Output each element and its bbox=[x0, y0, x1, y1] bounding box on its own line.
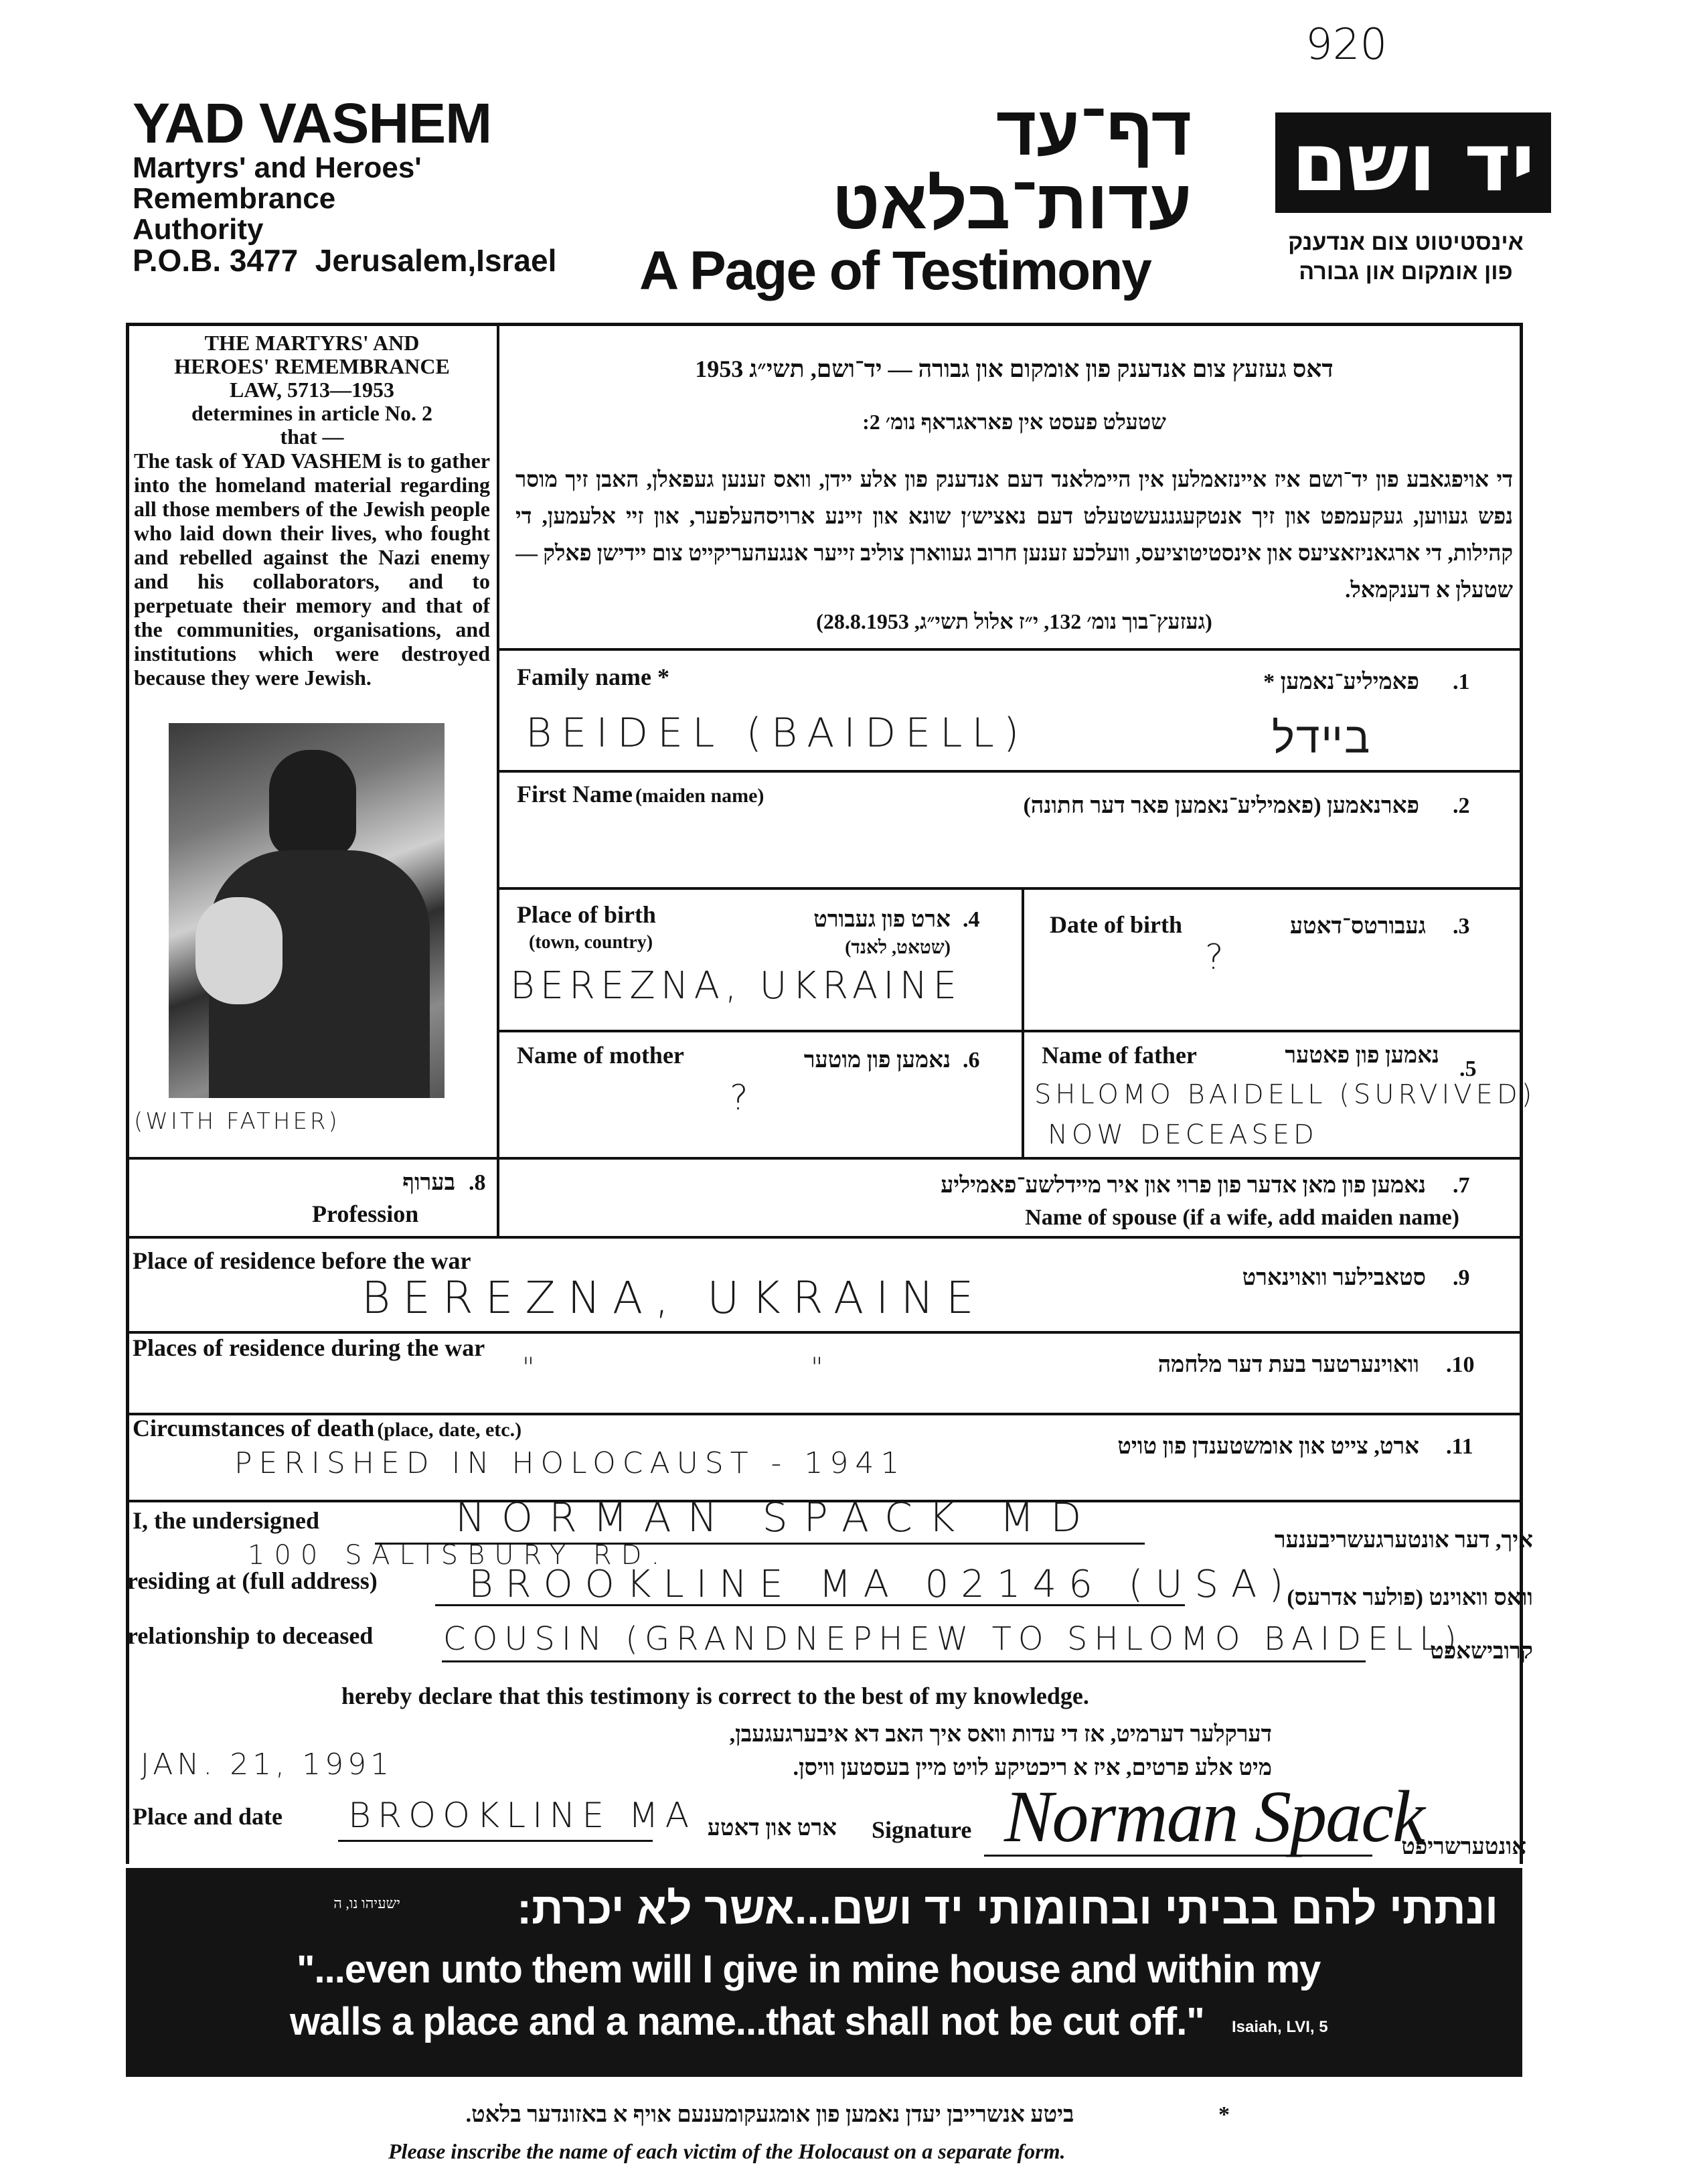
family-name-value-heb: בײדל bbox=[1272, 714, 1372, 763]
undersigned-label: I, the undersigned bbox=[133, 1507, 320, 1534]
address-value-1: 100 SALISBURY RD. bbox=[248, 1540, 669, 1571]
father-heb: נאמען פון פאטער bbox=[1285, 1043, 1439, 1068]
death-heb: ארט, צייט און אומשטענדן פון טויט bbox=[1117, 1434, 1419, 1459]
family-name-num: .1 bbox=[1453, 670, 1470, 694]
law-body: The task of YAD VASHEM is to gather into the homeland material regarding all those members of the Jewish people who laid down their lives, who fought and rebelled against the Nazi enemy and his collaborators, and to perpetuate their memory and that of the communities, organisations, and institutions which were destroyed because they were Jewish. bbox=[134, 449, 490, 690]
place-value: BROOKLINE MA bbox=[348, 1796, 696, 1836]
profession-num: .8 bbox=[469, 1170, 486, 1195]
mother-heb: נאמען פון מוטער bbox=[803, 1048, 951, 1073]
residence-before-heb: סטאבילער וואוינארט bbox=[1242, 1265, 1426, 1290]
declaration-text: hereby declare that this testimony is correct to the best of my knowledge. bbox=[341, 1683, 1089, 1709]
death-value: PERISHED IN HOLOCAUST - 1941 bbox=[234, 1446, 906, 1480]
yiddish-law-line2: שטעלט פעסט אין פאראגראף נומ׳ 2: bbox=[862, 410, 1166, 434]
residence-during-num: .10 bbox=[1446, 1352, 1475, 1377]
mother-label: Name of mother bbox=[517, 1042, 684, 1069]
mid-divider bbox=[1022, 887, 1024, 1157]
signature-label: Signature bbox=[872, 1816, 972, 1843]
residence-during-heb: וואוינערטער בעת דער מלחמה bbox=[1157, 1352, 1419, 1377]
undersigned-heb: איך, דער אונטערגעשריבענער bbox=[1274, 1528, 1533, 1553]
place-date-line bbox=[338, 1840, 653, 1842]
row-line-3 bbox=[497, 887, 1521, 890]
relationship-value: COUSIN (GRANDNEPHEW TO SHLOMO BAIDELL) bbox=[443, 1620, 1463, 1658]
first-name-note: (maiden name) bbox=[635, 785, 764, 807]
residence-before-num: .9 bbox=[1453, 1265, 1470, 1290]
quote-line-1: "...even unto them will I give in mine house and within my bbox=[297, 1948, 1321, 1991]
org-address bbox=[133, 245, 556, 276]
death-note: (place, date, etc.) bbox=[377, 1419, 522, 1441]
signature-value: Norman Spack bbox=[1004, 1776, 1424, 1857]
place-of-birth-label: Place of birth bbox=[517, 901, 656, 928]
first-name-heb: פארנאמען (פאמיליע־נאמען פאר דער חתונה) bbox=[1023, 793, 1419, 818]
org-name: YAD VASHEM bbox=[133, 92, 492, 155]
spouse-label: Name of spouse (if a wife, add maiden name) bbox=[1025, 1205, 1459, 1230]
photo-caption: (WITH FATHER) bbox=[134, 1108, 340, 1135]
address-value-2: BROOKLINE MA 02146 (USA) bbox=[469, 1563, 1296, 1606]
law-heading-3: LAW, 5713—1953 bbox=[230, 378, 394, 402]
signature-heb: אונטערשריפט bbox=[1401, 1835, 1526, 1859]
relationship-label: relationship to deceased bbox=[127, 1622, 374, 1649]
footer-english: Please inscribe the name of each victim of the Holocaust on a separate form. bbox=[388, 2139, 1066, 2163]
residence-during-value: " " bbox=[522, 1352, 957, 1383]
date-of-birth-num: .3 bbox=[1453, 914, 1470, 939]
mother-num: .6 bbox=[963, 1048, 980, 1073]
family-name-label: Family name * bbox=[517, 664, 669, 690]
law-heading-1: THE MARTYRS' AND bbox=[204, 331, 420, 355]
spouse-heb: נאמען פון מאן אדער פון פרוי און איר מיידלשע־פאמיליע bbox=[941, 1173, 1426, 1198]
row-line-2 bbox=[497, 770, 1521, 773]
quote-band bbox=[126, 1868, 1522, 2077]
photo-figure-head bbox=[269, 750, 356, 857]
date-of-birth-value: ? bbox=[1205, 937, 1233, 978]
frame-top bbox=[126, 323, 1522, 326]
law-divider bbox=[497, 323, 499, 1158]
org-sub2: Remembrance bbox=[133, 182, 336, 215]
death-label-group bbox=[133, 1414, 521, 1442]
prof-divider bbox=[497, 1157, 499, 1237]
address-pob: P.O.B. 3477 bbox=[133, 243, 299, 278]
row-line-4 bbox=[497, 1030, 1521, 1032]
date-value: JAN. 21, 1991 bbox=[141, 1747, 394, 1782]
yiddish-title-1: דף־עד bbox=[995, 92, 1192, 170]
residing-label: residing at (full address) bbox=[127, 1567, 378, 1594]
date-of-birth-label: Date of birth bbox=[1050, 911, 1182, 938]
yiddish-title-2: עדות־בלאט bbox=[831, 166, 1192, 244]
photo-child bbox=[195, 897, 283, 1004]
relationship-heb: קרובישאפט bbox=[1430, 1639, 1533, 1664]
father-num: .5 bbox=[1459, 1057, 1477, 1081]
law-that: that — bbox=[280, 424, 344, 449]
profession-heb: בערוף bbox=[402, 1170, 455, 1195]
date-of-birth-heb: געבורטס־דאטע bbox=[1289, 914, 1426, 939]
declaration-heb-1: דערקלער דערמיט, אז די עדות וואס איך האב דא איבערגעגעבן, bbox=[729, 1722, 1272, 1747]
quote-line-2: walls a place and a name...that shall not be cut off." bbox=[290, 2000, 1204, 2043]
law-heading-2: HEROES' REMEMBRANCE bbox=[174, 354, 450, 378]
page-title: A Page of Testimony bbox=[639, 240, 1151, 301]
yiddish-law-citation: (געזעץ־בוך נומ׳ 132, י״ז אלול תשי״ג, 28.8.1953) bbox=[816, 609, 1212, 633]
yiddish-law-para: די אויפגאבע פון יד־ושם איז איינזאמלען אין היימלאנד דעם אנדענק פון אלע יידן, וואס זענען געפאלן, האבן זיך מוסר נפש געווען, געקעמפט און זיך אנטקעגנגעשטעלט דעם נאציש׳ן שונא און זיינע ארויסהעלפער, און זיי אלעמען, די קהילות, די ארגאניזאציעס און אינסטיטוציעס, וועלכע זענען חרוב געווארן צוליב זייער אנגעהעריקייט צום יידישן פאלק — שטעלן א דענקמאל. bbox=[515, 468, 1513, 603]
law-determines: determines in article No. 2 bbox=[191, 401, 432, 425]
residence-during-label: Places of residence during the war bbox=[133, 1334, 485, 1361]
row-line-6 bbox=[126, 1236, 1522, 1239]
quote-ref: Isaiah, LVI, 5 bbox=[1232, 2018, 1328, 2036]
spouse-num: .7 bbox=[1453, 1173, 1470, 1198]
row-line-1 bbox=[497, 648, 1521, 651]
father-value-1: SHLOMO BAIDELL (SURVIVED) bbox=[1034, 1079, 1536, 1110]
law-box bbox=[134, 331, 490, 743]
mother-value: ? bbox=[730, 1078, 758, 1118]
logo-caption-2: פון אומקום און גבורה bbox=[1299, 259, 1513, 285]
death-label: Circumstances of death bbox=[133, 1415, 375, 1441]
residence-before-label: Place of residence before the war bbox=[133, 1247, 471, 1274]
victim-photo bbox=[169, 723, 445, 1098]
place-of-birth-value: BEREZNA, UKRAINE bbox=[510, 964, 962, 1008]
place-of-birth-note: (town, country) bbox=[529, 932, 653, 953]
place-date-heb: ארט און דאטע bbox=[707, 1816, 837, 1841]
address-city: Jerusalem,Israel bbox=[315, 243, 557, 278]
org-sub1: Martyrs' and Heroes' bbox=[133, 151, 422, 184]
profession-label: Profession bbox=[312, 1200, 419, 1227]
org-sub3: Authority bbox=[133, 213, 264, 246]
footer-heb: ביטע אנשרייבן יעדן נאמען פון אומגעקומענעם אויף א באזונדער בלאט. bbox=[465, 2102, 1074, 2127]
org-block bbox=[133, 94, 556, 276]
family-name-value: BEIDEL (BAIDELL) bbox=[526, 710, 1029, 757]
first-name-num: .2 bbox=[1453, 793, 1470, 818]
relationship-line bbox=[442, 1660, 1366, 1662]
first-name-label-group bbox=[517, 780, 764, 808]
place-of-birth-num: .4 bbox=[963, 907, 980, 932]
row-line-5 bbox=[126, 1157, 1522, 1160]
quote-hebrew-ref: ישעיהו נו, ה bbox=[333, 1895, 400, 1912]
place-of-birth-heb: ארט פון געבורט bbox=[813, 907, 951, 932]
residence-before-value: BEREZNA, UKRAINE bbox=[361, 1272, 986, 1324]
place-date-label: Place and date bbox=[133, 1803, 283, 1830]
footer-star: * bbox=[1218, 2102, 1230, 2127]
family-name-heb: פאמיליע־נאמען * bbox=[1263, 670, 1419, 694]
yiddish-law-line1: דאס געזעץ צום אנדענק פון אומקום און גבורה — יד־ושם, תשי״ג 1953 bbox=[695, 356, 1334, 382]
father-label: Name of father bbox=[1042, 1042, 1197, 1069]
father-value-2: NOW DECEASED bbox=[1048, 1119, 1318, 1150]
page-number: 920 bbox=[1305, 20, 1388, 70]
first-name-label: First Name bbox=[517, 781, 633, 807]
quote-hebrew: ונתתי להם בביתי ובחומותי יד ושם...אשר לא יכרת: bbox=[517, 1883, 1498, 1933]
death-num: .11 bbox=[1446, 1434, 1473, 1459]
place-of-birth-heb-note: (שטאט, לאנד) bbox=[845, 937, 951, 958]
yad-vashem-logo: יד ושם bbox=[1275, 112, 1551, 213]
undersigned-value: NORMAN SPACK MD bbox=[455, 1494, 1098, 1541]
residing-heb: וואס וואוינט (פולער אדרעס) bbox=[1287, 1585, 1533, 1610]
logo-caption-1: אינסטיטוט צום אנדענק bbox=[1288, 230, 1524, 255]
declaration-heb-2: מיט אלע פרטים, איז א ריכטיקע לויט מיין בעסטען וויסן. bbox=[793, 1756, 1272, 1780]
